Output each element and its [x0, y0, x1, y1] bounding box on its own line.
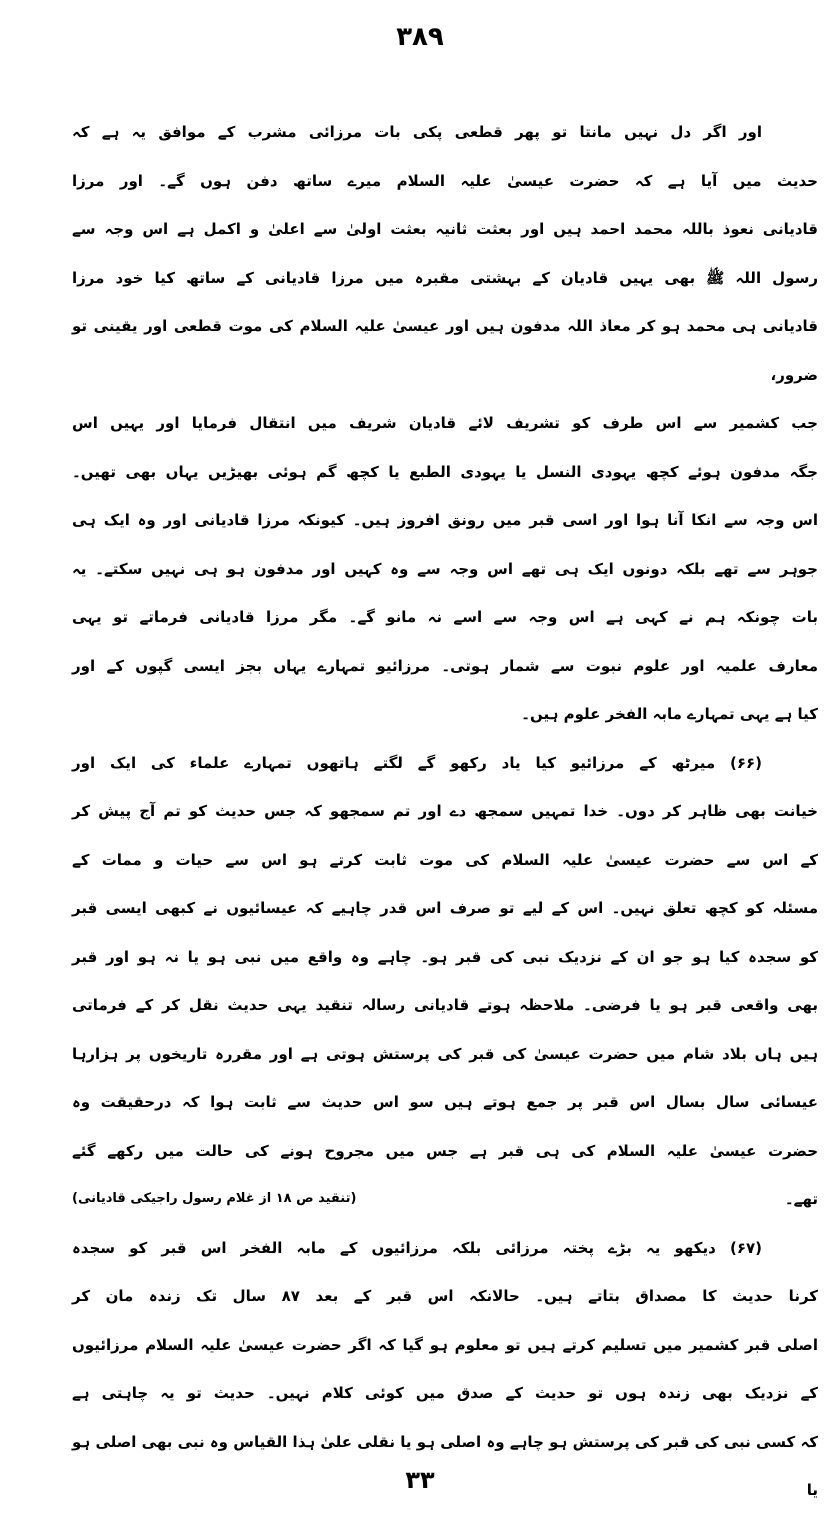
text-line	[72, 1175, 818, 1224]
text-line: کیا ہے یہی تمہارے مابہ الفخر علوم ہیں۔	[521, 705, 818, 723]
text-line: بھی واقعی قبر ہو یا فرضی۔ ملاحظہ ہوتے قادیانی رسالہ تنقید یہی حدیث نقل کر کے فرماتی	[72, 996, 818, 1014]
page-body-text	[72, 108, 818, 1515]
text-line: (۶۷) دیکھو یہ بڑے پختہ مرزائی بلکہ مرزائیوں کے مابہ الفخر اس قبر کو سجدہ	[72, 1238, 762, 1257]
text-line: مسئلہ کو کچھ تعلق نہیں۔ اس کے لیے تو صرف اس قدر چاہیے کہ عیسائیوں نے کبھی ایسی قبر	[72, 899, 818, 917]
text-line: اس وجہ سے انکا آنا ہوا اور اسی قبر میں رونق افروز ہیں۔ کیونکہ مرزا قادیانی اور وہ ایک ہی	[72, 511, 818, 529]
text-line: کو سجدہ کیا ہو جو ان کے نزدیک نبی کی قبر ہو۔ چاہے وہ واقع میں نبی ہو یا نہ ہو اور قبر	[72, 947, 818, 966]
text-line: خیانت بھی ظاہر کر دوں۔ خدا تمہیں سمجھ دے اور تم سمجھو کہ جس حدیث کو تم آج پیش کر	[72, 802, 818, 820]
page-number-bottom: ۳۳	[405, 1466, 435, 1494]
text-line: کرنا حدیث کا مصداق بتاتے ہیں۔ حالانکہ اس قبر کے بعد ۸۷ سال تک زندہ مان کر	[72, 1287, 819, 1305]
text-line: اصلی قبر کشمیر میں تسلیم کرتے ہیں تو معلوم ہو گیا کہ اگر حضرت عیسیٰ علیہ السلام مرزائیوں	[72, 1335, 818, 1354]
page-number-top: ۳۸۹	[396, 22, 444, 52]
text-line: ہیں ہاں بلاد شام میں حضرت عیسیٰ کی قبر کی پرستش ہوتی ہے اور مقررہ تاریخوں پر ہزارہا	[72, 1044, 818, 1063]
text-line: رسول اللہ ﷺ بھی یہیں قادیان کے بہشتی مقبرہ میں مرزا قادیانی کے ساتھ کیا خود مرزا	[72, 268, 818, 287]
text-line: جب کشمیر سے اس طرف کو تشریف لائے قادیان شریف میں انتقال فرمایا اور یہیں اس	[72, 414, 818, 432]
text-line: کے نزدیک بھی زندہ ہوں تو حدیث کے صدق میں کوئی کلام نہیں۔ حدیث تو یہ چاہتی ہے	[72, 1384, 818, 1402]
text-line: کہ کسی نبی کی قبر کی پرستش ہو چاہے وہ اصلی ہو یا نقلی علیٰ ہذا القیاس وہ نبی بھی اصلی ہو یا	[72, 1432, 818, 1499]
text-line: اور اگر دل نہیں مانتا تو پھر قطعی پکی بات مرزائی مشرب کے موافق یہ ہے کہ	[72, 123, 762, 141]
text-line: معارف علمیہ اور علوم نبوت سے شمار ہوتی۔ مرزائیو تمہارے یہاں بجز ایسی گپوں کے اور	[72, 656, 818, 675]
text-line: کے اس سے حضرت عیسیٰ علیہ السلام کی موت ثابت کرتے ہو اس سے حیات و ممات کے	[72, 850, 818, 869]
text-line: حضرت عیسیٰ علیہ السلام کی ہی قبر ہے جس میں مجروح ہونے کی حالت میں رکھے گئے	[72, 1141, 818, 1160]
text-line: عیسائی سال بسال اس قبر پر جمع ہوتے ہیں سو اس حدیث سے ثابت ہوا کہ درحقیقت وہ	[72, 1093, 818, 1111]
text-line: (۶۶) میرٹھ کے مرزائیو کیا یاد رکھو گے لگتے ہاتھوں تمہارے علماء کی ایک اور	[72, 753, 762, 772]
text-line: جوہر سے تھے بلکہ دونوں ایک ہی تھے اس وجہ سے وہ کہیں اور مدفون ہو ہی نہیں سکتے۔ یہ	[72, 559, 818, 578]
citation: (تنقید ص ۱۸ از غلام رسول راجیکی قادیانی)	[72, 1191, 357, 1206]
text-line: جگہ مدفون ہوئے کچھ یہودی النسل یا یہودی الطبع یا کچھ گم ہوئی بھیڑیں یہاں بھی تھیں۔	[72, 462, 818, 481]
text-line: حدیث میں آیا ہے کہ حضرت عیسیٰ علیہ السلام میرے ساتھ دفن ہوں گے۔ اور مرزا	[72, 171, 818, 190]
text-line-content: تھے۔	[784, 1190, 818, 1208]
text-line: قادیانی نعوذ باللہ محمد احمد ہیں اور بعثت ثانیہ بعثت اولیٰ سے اعلیٰ و اکمل ہے اس وجہ سے	[72, 220, 818, 238]
text-line: بات چونکہ ہم نے کہی ہے اس وجہ سے اسے نہ مانو گے۔ مگر مرزا قادیانی فرماتے تو یہی	[72, 608, 818, 626]
text-line: قادیانی ہی محمد ہو کر معاذ اللہ مدفون ہیں اور عیسیٰ علیہ السلام کی موت قطعی اور یقینی تو ضرور،	[72, 317, 818, 384]
